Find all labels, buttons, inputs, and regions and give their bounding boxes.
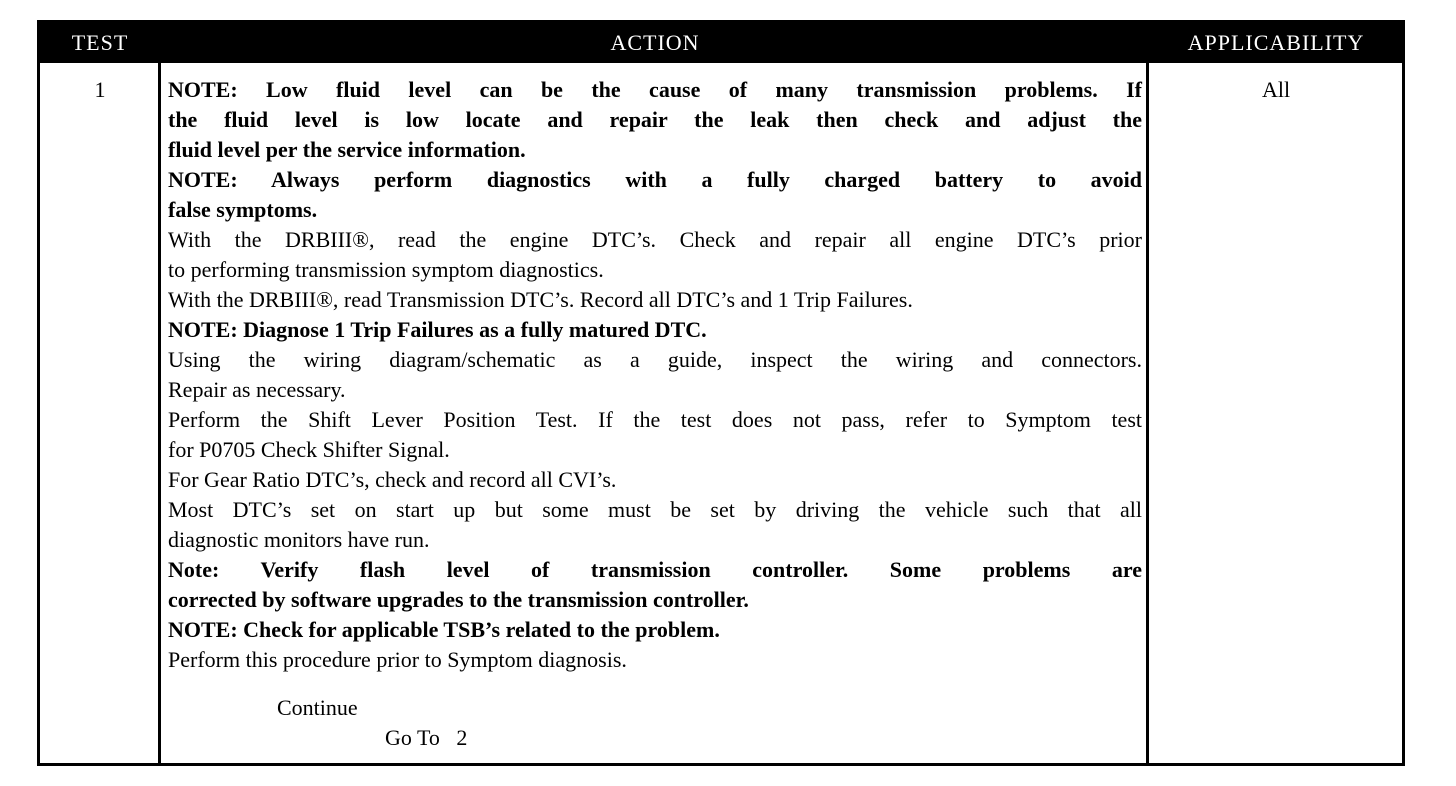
- instruction-line: With the DRBIII®, read Transmission DTC’s. Record all DTC’s and 1 Trip Failures.: [168, 287, 913, 312]
- note-line: NOTE: Check for applicable TSB’s related to the problem.: [168, 617, 720, 642]
- instruction-line: for P0705 Check Shifter Signal.: [168, 437, 450, 462]
- header-applicability: APPLICABILITY: [1187, 30, 1365, 55]
- instruction-line: Repair as necessary.: [168, 377, 346, 402]
- note-line: the fluid level is low locate and repair the leak then check and adjust the: [168, 107, 1142, 132]
- note-line: NOTE: Always perform diagnostics with a fully charged battery to avoid: [168, 167, 1142, 192]
- test-number: 1: [94, 77, 106, 102]
- action-cell: [168, 75, 1142, 675]
- applicability-value: All: [1261, 77, 1291, 102]
- instruction-line: Perform the Shift Lever Position Test. If the test does not pass, refer to Symptom test: [168, 407, 1142, 432]
- continue-label: Continue: [277, 695, 358, 720]
- instruction-line: diagnostic monitors have run.: [168, 527, 430, 552]
- column-divider: [1146, 63, 1149, 763]
- diagnostic-test-table: [37, 20, 1405, 766]
- instruction-line: to performing transmission symptom diagnostics.: [168, 257, 604, 282]
- instruction-line: For Gear Ratio DTC’s, check and record all CVI’s.: [168, 467, 617, 492]
- instruction-line: Perform this procedure prior to Symptom diagnosis.: [168, 647, 627, 672]
- note-line: NOTE: Diagnose 1 Trip Failures as a fully matured DTC.: [168, 317, 707, 342]
- note-line: NOTE: Low fluid level can be the cause of many transmission problems. If: [168, 77, 1142, 102]
- column-divider: [158, 63, 161, 763]
- note-line: Note: Verify flash level of transmission controller. Some problems are: [168, 557, 1142, 582]
- header-test: TEST: [71, 30, 129, 55]
- instruction-line: With the DRBIII®, read the engine DTC’s. Check and repair all engine DTC’s prior: [168, 227, 1142, 252]
- header-action: ACTION: [610, 30, 700, 55]
- instruction-line: Using the wiring diagram/schematic as a guide, inspect the wiring and connectors.: [168, 347, 1142, 372]
- note-line: fluid level per the service information.: [168, 137, 526, 162]
- note-line: corrected by software upgrades to the transmission controller.: [168, 587, 749, 612]
- goto-step-link[interactable]: Go To 2: [385, 725, 468, 750]
- note-line: false symptoms.: [168, 197, 318, 222]
- instruction-line: Most DTC’s set on start up but some must be set by driving the vehicle such that all: [168, 497, 1142, 522]
- table-header: [40, 23, 1402, 63]
